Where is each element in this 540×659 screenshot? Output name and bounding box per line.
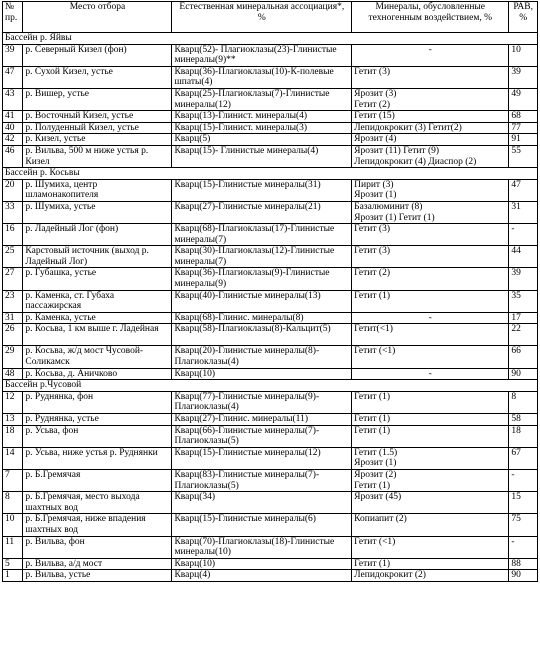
cell-natural-association: Кварц(58)-Плагиоклазы(8)-Кальцит(5): [172, 324, 352, 346]
cell-sample-place: р. Руднянка, фон: [23, 391, 172, 413]
table-row: [3, 145, 538, 167]
cell-technogenic-minerals: Ярозит (3) Гетит (2): [352, 88, 509, 110]
table-row: [3, 224, 538, 246]
cell-natural-association: Кварц(27)-Глинис. минералы(11): [172, 414, 352, 426]
cell-rab: -: [509, 536, 538, 558]
cell-technogenic-minerals: Лепидокрокит (2): [352, 570, 509, 582]
cell-sample-place: р. Шумиха, устье: [23, 201, 172, 223]
cell-rab: 10: [509, 44, 538, 66]
cell-rab: 67: [509, 447, 538, 469]
cell-sample-number: 10: [3, 514, 23, 536]
cell-sample-place: р. Руднянка, устье: [23, 414, 172, 426]
header-place: Место отбора: [23, 2, 172, 33]
table-row: [3, 122, 538, 134]
basin-header-row: [3, 168, 538, 180]
cell-natural-association: Кварц(5): [172, 134, 352, 146]
cell-rab: 49: [509, 88, 538, 110]
cell-technogenic-minerals: Гетит (1): [352, 391, 509, 413]
header-num: № пр.: [3, 2, 23, 33]
cell-sample-number: 11: [3, 536, 23, 558]
cell-sample-place: р. Каменка, ст. Губаха пассажирская: [23, 290, 172, 312]
header-natural: Естественная минеральная ассоциация*, %: [172, 2, 352, 33]
basin-title: Бассейн р. Косьвы: [3, 168, 538, 180]
cell-rab: 31: [509, 201, 538, 223]
cell-sample-number: 31: [3, 312, 23, 324]
table-row: [3, 312, 538, 324]
table-row: [3, 492, 538, 514]
cell-sample-place: р. Вильва, фон: [23, 536, 172, 558]
cell-technogenic-minerals: Ярозит (11) Гетит (9) Лепидокрокит (4) Диаспор (2): [352, 145, 509, 167]
table-row: [3, 246, 538, 268]
cell-sample-number: 14: [3, 447, 23, 469]
cell-sample-place: р. Ладейный Лог (фон): [23, 224, 172, 246]
cell-sample-place: р. Косьва, 1 км выше г. Ладейная: [23, 324, 172, 346]
cell-rab: 44: [509, 246, 538, 268]
cell-sample-place: р. Восточный Кизел, устье: [23, 111, 172, 123]
cell-technogenic-minerals: Гетит (3): [352, 224, 509, 246]
cell-natural-association: Кварц(10): [172, 368, 352, 380]
cell-rab: -: [509, 224, 538, 246]
cell-technogenic-minerals: Гетит (2): [352, 268, 509, 290]
cell-natural-association: Кварц(36)-Плагиоклазы(9)-Глинистые минералы(9): [172, 268, 352, 290]
cell-sample-number: 16: [3, 224, 23, 246]
cell-sample-place: р. Усьва, ниже устья р. Руднянки: [23, 447, 172, 469]
cell-technogenic-minerals: Гетит (3): [352, 66, 509, 88]
cell-natural-association: Кварц(15)-Глинистые минералы(12): [172, 447, 352, 469]
cell-sample-number: 40: [3, 122, 23, 134]
cell-sample-place: р. Каменка, устье: [23, 312, 172, 324]
cell-natural-association: Кварц(52)- Плагиоклазы(23)-Глинистые минералы(9)**: [172, 44, 352, 66]
cell-sample-number: 26: [3, 324, 23, 346]
cell-rab: 90: [509, 570, 538, 582]
cell-sample-number: 23: [3, 290, 23, 312]
cell-sample-number: 12: [3, 391, 23, 413]
cell-technogenic-minerals: Ярозит (4): [352, 134, 509, 146]
cell-natural-association: Кварц(20)-Глинистые минералы(8)-Плагиоклазы(4): [172, 346, 352, 368]
cell-sample-place: р. Вильва, 500 м ниже устья р. Кизел: [23, 145, 172, 167]
cell-technogenic-minerals: Гетит (<1): [352, 346, 509, 368]
basin-title: Бассейн р. Яйвы: [3, 33, 538, 45]
cell-rab: 75: [509, 514, 538, 536]
cell-sample-place: р. Б.Гремячая: [23, 469, 172, 491]
basin-header-row: [3, 33, 538, 45]
table-row: [3, 368, 538, 380]
cell-sample-number: 1: [3, 570, 23, 582]
cell-technogenic-minerals: Гетит(<1): [352, 324, 509, 346]
table-row: [3, 324, 538, 346]
cell-sample-number: 29: [3, 346, 23, 368]
cell-sample-number: 7: [3, 469, 23, 491]
cell-natural-association: Кварц(70)-Плагиоклазы(18)-Глинистые минералы(10): [172, 536, 352, 558]
table-row: [3, 179, 538, 201]
cell-sample-number: 46: [3, 145, 23, 167]
cell-rab: 68: [509, 111, 538, 123]
cell-sample-place: р. Полуденный Кизел, устье: [23, 122, 172, 134]
cell-natural-association: Кварц(40)-Глинистые минералы(13): [172, 290, 352, 312]
cell-natural-association: Кварц(15)-Глинист. минералы(3): [172, 122, 352, 134]
cell-sample-number: 43: [3, 88, 23, 110]
cell-natural-association: Кварц(68)-Плагиоклазы(17)-Глинистые минералы(7): [172, 224, 352, 246]
cell-rab: 58: [509, 414, 538, 426]
cell-technogenic-minerals: Копиапит (2): [352, 514, 509, 536]
cell-technogenic-minerals: Лепидокрокит (3) Гетит(2): [352, 122, 509, 134]
cell-sample-number: 18: [3, 425, 23, 447]
cell-sample-place: р. Кизел, устье: [23, 134, 172, 146]
cell-natural-association: Кварц(83)-Глинистые минералы(7)-Плагиоклазы(5): [172, 469, 352, 491]
table-body: [3, 33, 538, 582]
cell-rab: 39: [509, 66, 538, 88]
cell-sample-number: 13: [3, 414, 23, 426]
cell-natural-association: Кварц(25)-Плагиоклазы(7)-Глинистые минералы(12): [172, 88, 352, 110]
table-row: [3, 111, 538, 123]
cell-sample-number: 27: [3, 268, 23, 290]
basin-title: Бассейн р.Чусовой: [3, 380, 538, 392]
cell-sample-number: 48: [3, 368, 23, 380]
cell-sample-number: 39: [3, 44, 23, 66]
cell-sample-place: р. Б.Гремячая, ниже впадения шахтных вод: [23, 514, 172, 536]
cell-sample-number: 47: [3, 66, 23, 88]
table-row: [3, 391, 538, 413]
minerals-table: [2, 1, 538, 582]
cell-sample-place: р. Сухой Кизел, устье: [23, 66, 172, 88]
cell-sample-place: р. Вильва, а/д мост: [23, 558, 172, 570]
cell-technogenic-minerals: Ярозит (45): [352, 492, 509, 514]
cell-natural-association: Кварц(15)- Глинистые минералы(4): [172, 145, 352, 167]
cell-rab: 90: [509, 368, 538, 380]
cell-sample-place: р. Усьва, фон: [23, 425, 172, 447]
cell-sample-place: р. Б.Гремячая, место выхода шахтных вод: [23, 492, 172, 514]
cell-natural-association: Кварц(27)-Глинистые минералы(21): [172, 201, 352, 223]
table-row: [3, 558, 538, 570]
cell-rab: 55: [509, 145, 538, 167]
cell-technogenic-minerals: Гетит (15): [352, 111, 509, 123]
table-header: [3, 2, 538, 33]
cell-sample-place: р. Шумиха, центр шламонакопителя: [23, 179, 172, 201]
cell-technogenic-minerals: Базалюминит (8) Ярозит (1) Гетит (1): [352, 201, 509, 223]
cell-rab: 91: [509, 134, 538, 146]
table-row: [3, 44, 538, 66]
cell-rab: 47: [509, 179, 538, 201]
cell-technogenic-minerals: Гетит (<1): [352, 536, 509, 558]
cell-sample-place: р. Косьва, ж/д мост Чусовой-Соликамск: [23, 346, 172, 368]
cell-technogenic-minerals: Гетит (1.5) Ярозит (1): [352, 447, 509, 469]
table-row: [3, 134, 538, 146]
cell-rab: 39: [509, 268, 538, 290]
cell-rab: 66: [509, 346, 538, 368]
table-row: [3, 447, 538, 469]
cell-rab: 18: [509, 425, 538, 447]
cell-technogenic-minerals: Гетит (1): [352, 425, 509, 447]
table-row: [3, 66, 538, 88]
table-row: [3, 414, 538, 426]
cell-natural-association: Кварц(15)-Глинистые минералы(31): [172, 179, 352, 201]
table-row: [3, 346, 538, 368]
cell-sample-number: 42: [3, 134, 23, 146]
table-row: [3, 290, 538, 312]
cell-sample-place: Карстовый источник (выход р. Ладейный Лог): [23, 246, 172, 268]
cell-natural-association: Кварц(10): [172, 558, 352, 570]
cell-sample-number: 5: [3, 558, 23, 570]
cell-natural-association: Кварц(4): [172, 570, 352, 582]
cell-technogenic-minerals: Гетит (3): [352, 246, 509, 268]
table-row: [3, 469, 538, 491]
cell-technogenic-minerals: -: [352, 312, 509, 324]
cell-rab: 77: [509, 122, 538, 134]
cell-technogenic-minerals: -: [352, 368, 509, 380]
cell-technogenic-minerals: -: [352, 44, 509, 66]
cell-rab: 17: [509, 312, 538, 324]
cell-rab: 88: [509, 558, 538, 570]
cell-natural-association: Кварц(15)-Глинистые минералы(6): [172, 514, 352, 536]
cell-natural-association: Кварц(77)-Глинистые минералы(9)-Плагиоклазы(4): [172, 391, 352, 413]
cell-natural-association: Кварц(13)-Глинист. минералы(4): [172, 111, 352, 123]
cell-natural-association: Кварц(68)-Глинис. минералы(8): [172, 312, 352, 324]
cell-sample-number: 25: [3, 246, 23, 268]
cell-sample-place: р. Губашка, устье: [23, 268, 172, 290]
table-row: [3, 88, 538, 110]
cell-sample-place: р. Северный Кизел (фон): [23, 44, 172, 66]
cell-sample-place: р. Косьва, д. Аничково: [23, 368, 172, 380]
table-row: [3, 201, 538, 223]
header-rab: РАВ, %: [509, 2, 538, 33]
cell-natural-association: Кварц(66)-Глинистые минералы(7)-Плагиоклазы(5): [172, 425, 352, 447]
cell-sample-number: 20: [3, 179, 23, 201]
header-techno: Минералы, обусловленные техногенным воздействием, %: [352, 2, 509, 33]
cell-sample-number: 33: [3, 201, 23, 223]
cell-technogenic-minerals: Гетит (1): [352, 558, 509, 570]
cell-sample-number: 8: [3, 492, 23, 514]
table-row: [3, 425, 538, 447]
table-row: [3, 268, 538, 290]
cell-rab: 35: [509, 290, 538, 312]
cell-technogenic-minerals: Пирит (3) Ярозит (1): [352, 179, 509, 201]
cell-rab: -: [509, 469, 538, 491]
cell-natural-association: Кварц(36)-Плагиоклазы(10)-К-полевые шпаты(4): [172, 66, 352, 88]
cell-rab: 22: [509, 324, 538, 346]
cell-rab: 15: [509, 492, 538, 514]
cell-natural-association: Кварц(34): [172, 492, 352, 514]
table-row: [3, 514, 538, 536]
basin-header-row: [3, 380, 538, 392]
cell-technogenic-minerals: Гетит (1): [352, 290, 509, 312]
cell-natural-association: Кварц(30)-Плагиоклазы(12)-Глинистые минералы(7): [172, 246, 352, 268]
cell-technogenic-minerals: Гетит (1): [352, 414, 509, 426]
cell-technogenic-minerals: Ярозит (2) Гетит (1): [352, 469, 509, 491]
cell-rab: 8: [509, 391, 538, 413]
cell-sample-place: р. Вильва, устье: [23, 570, 172, 582]
cell-sample-number: 41: [3, 111, 23, 123]
cell-sample-place: р. Вишер, устье: [23, 88, 172, 110]
table-row: [3, 570, 538, 582]
table-row: [3, 536, 538, 558]
